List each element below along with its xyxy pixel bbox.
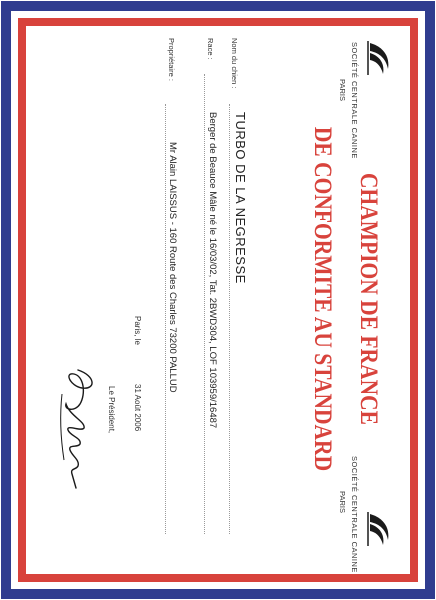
dog-name-value: TURBO DE LA NEGRESSE — [233, 112, 248, 284]
owner-label: Propriétaire : — [167, 38, 176, 81]
dog-name-label: Nom du chien : — [230, 38, 239, 89]
owner-rule — [165, 104, 166, 534]
certificate-content — [34, 34, 402, 573]
signature-icon — [54, 364, 100, 494]
race-label: Race : — [206, 38, 215, 60]
scc-logo-icon — [366, 39, 394, 77]
society-city-left: PARIS — [338, 79, 347, 101]
owner-value: Mr Alain LAISSUS - 160 Route des Charles 73200 PALLUD — [167, 142, 178, 393]
place-label: Paris, le — [133, 316, 142, 345]
race-rule — [204, 74, 205, 534]
title-line-2: DE CONFORMITE AU STANDARD — [309, 126, 336, 472]
scc-logo-icon — [366, 510, 394, 548]
society-city-right: PARIS — [338, 491, 347, 513]
title-line-1: CHAMPION DE FRANCE — [355, 172, 382, 426]
president-label: Le Président, — [107, 386, 116, 434]
society-name-left: SOCIÉTÉ CENTRALE CANINE — [350, 42, 359, 159]
dog-name-rule — [229, 104, 230, 534]
date-value: 31 Août 2006 — [133, 384, 142, 432]
race-value: Berger de Beauce Mâle né le 16/03/02, Tat. 2BWD304, LOF 103959/16487 — [207, 112, 218, 429]
society-name-right: SOCIÉTÉ CENTRALE CANINE — [350, 456, 359, 573]
